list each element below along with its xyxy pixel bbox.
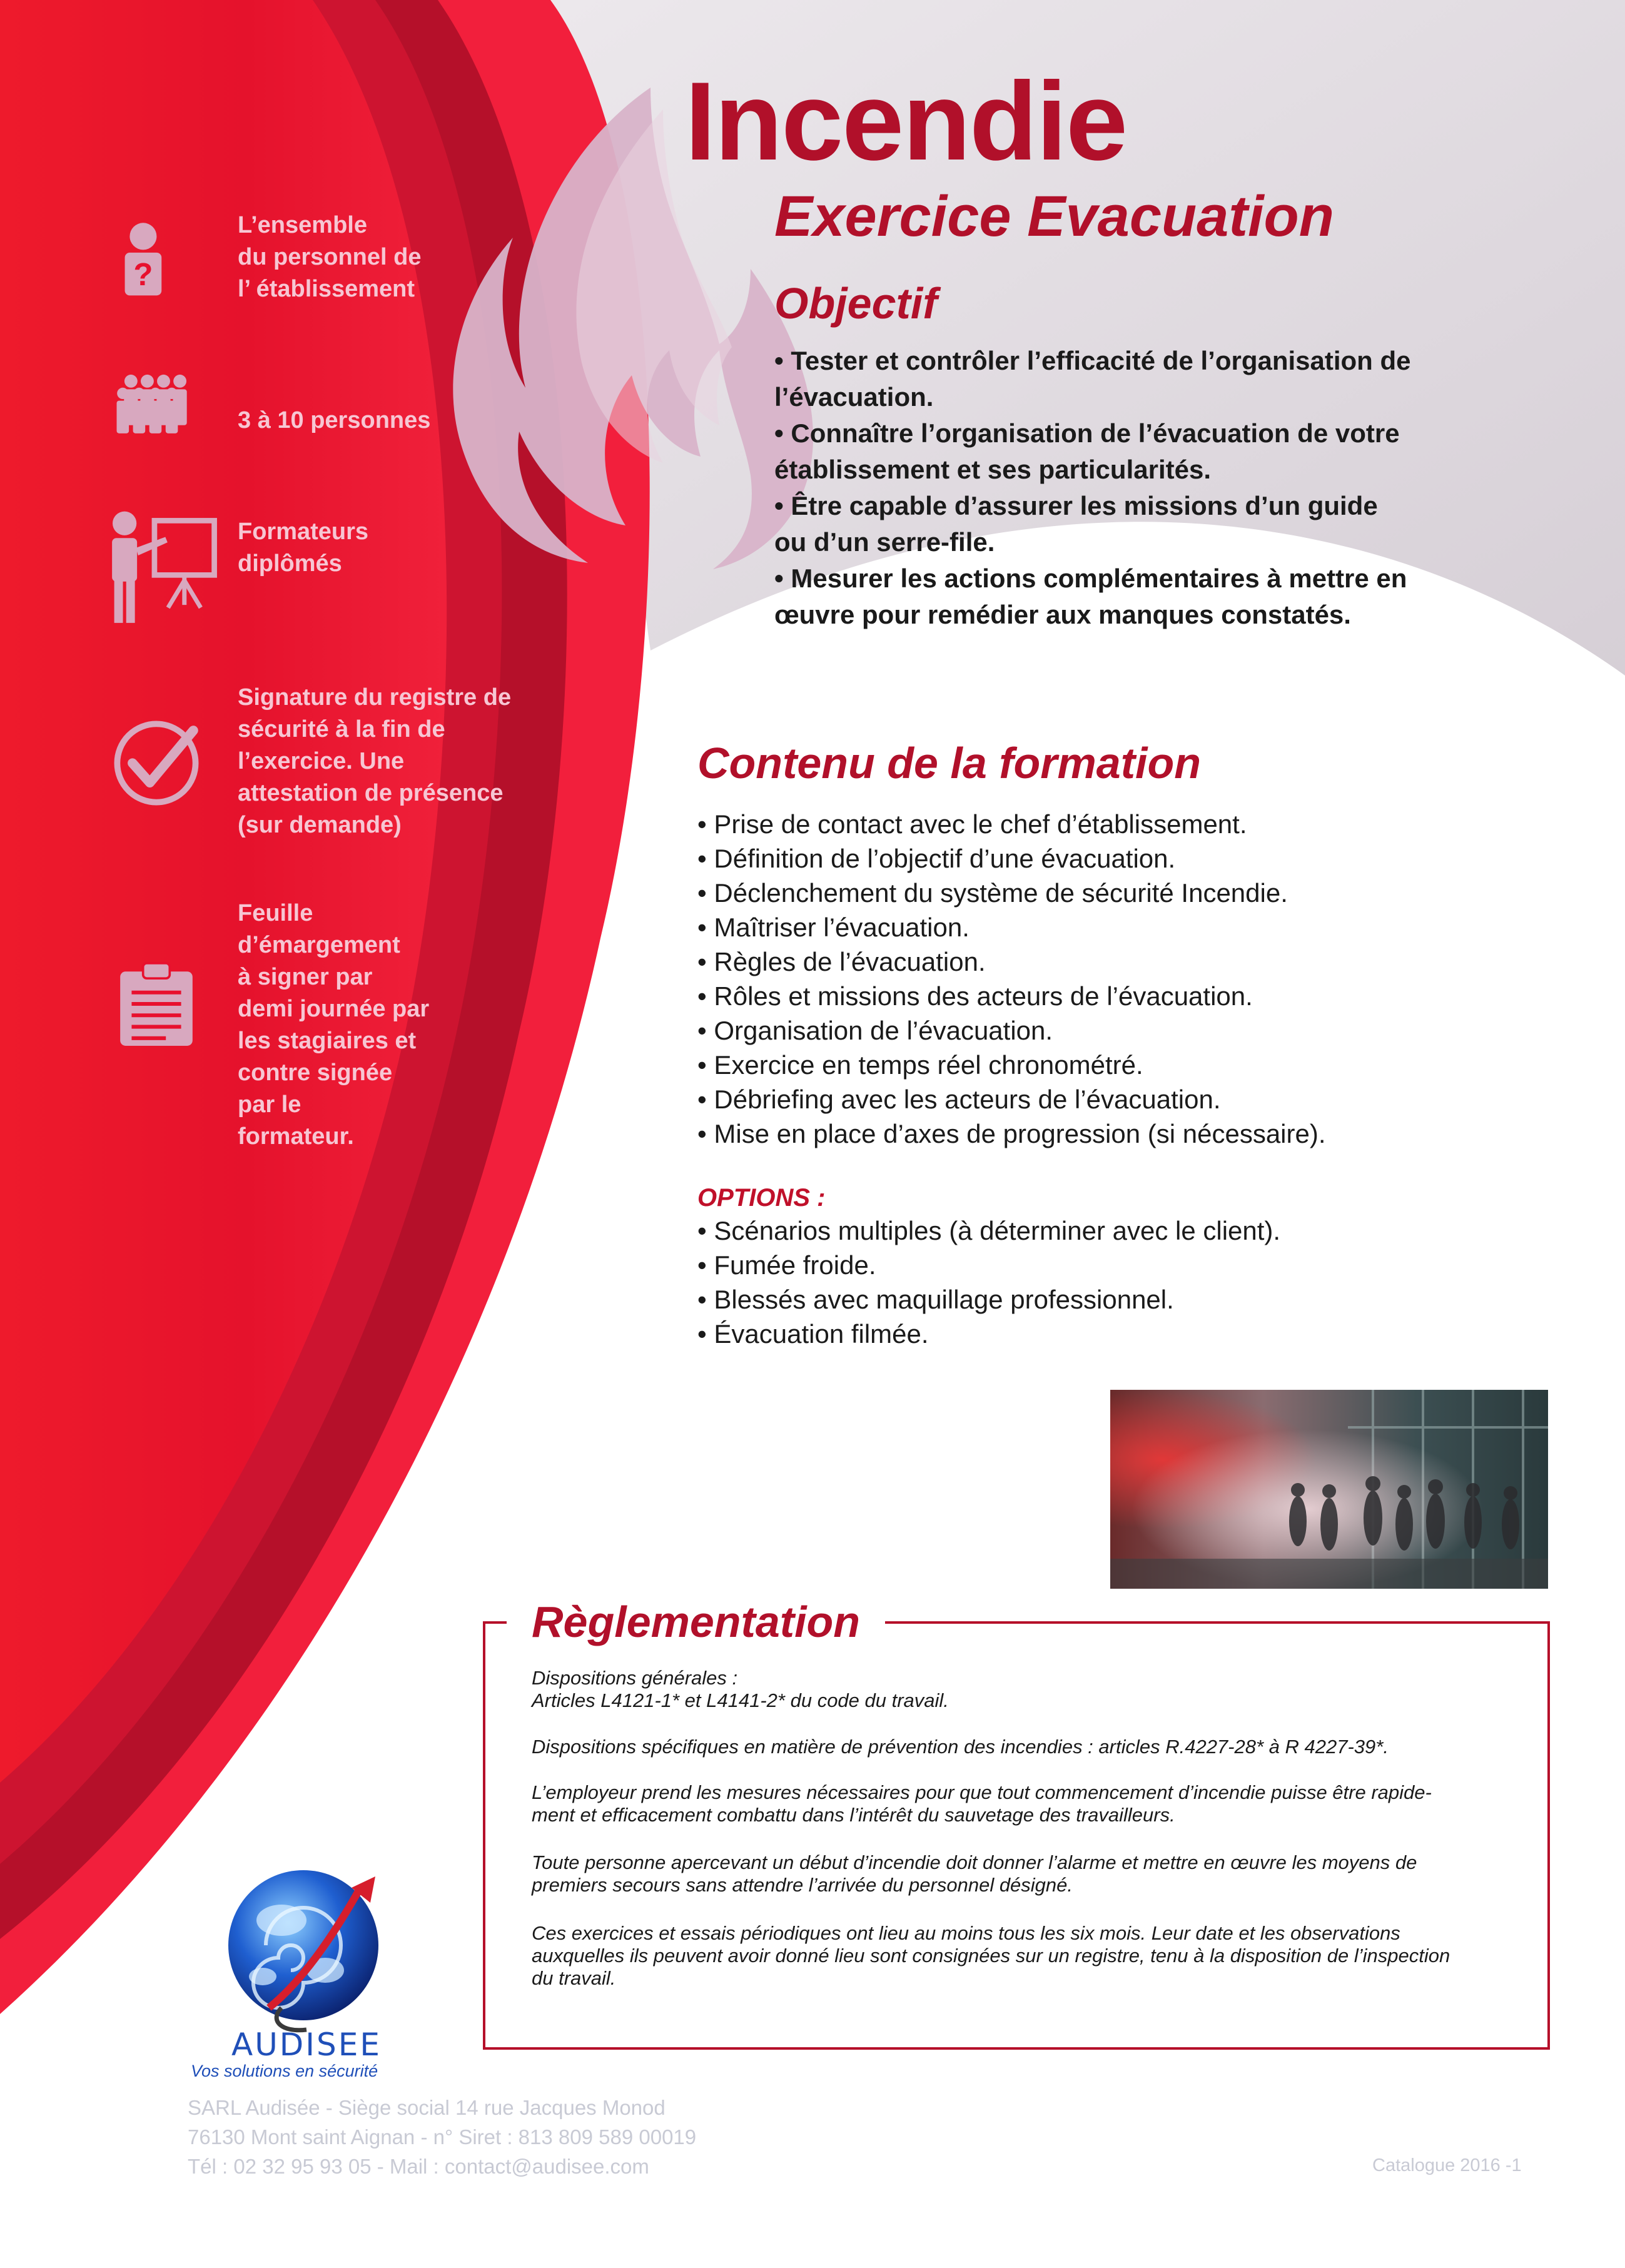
contenu-item: • Prise de contact avec le chef d’établissement. bbox=[697, 809, 1247, 839]
contenu-item: • Maîtriser l’évacuation. bbox=[697, 913, 969, 942]
contenu-item: • Organisation de l’évacuation. bbox=[697, 1016, 1053, 1045]
sidebar-item-attendance bbox=[81, 898, 532, 1160]
options-heading: OPTIONS : bbox=[697, 1184, 826, 1212]
contenu-list bbox=[697, 807, 1448, 1151]
objectif-item: • Connaître l’organisation de l’évacuation de votre établissement et ses particularités. bbox=[774, 418, 1400, 484]
sidebar-text-trainers: Formateurs diplômés bbox=[238, 519, 369, 577]
reglementation-paragraph: Dispositions générales : Articles L4121-1* et L4141-2* du code du travail. bbox=[532, 1667, 949, 1711]
options-item: • Scénarios multiples (à déterminer avec le client). bbox=[697, 1216, 1281, 1245]
person-question-icon bbox=[113, 213, 206, 325]
logo-tagline: Vos solutions en sécurité bbox=[191, 2062, 378, 2080]
sidebar-item-trainers bbox=[81, 507, 532, 638]
objectif-item: • Tester et contrôler l’efficacité de l’organisation de l’évacuation. bbox=[774, 346, 1411, 412]
footer-siret-line: 76130 Mont saint Aignan - n° Siret : 813 809 589 00019 bbox=[188, 2125, 697, 2149]
sidebar-text-audience: L’ensemble du personnel de l’ établissement bbox=[238, 212, 422, 302]
contenu-heading: Contenu de la formation bbox=[697, 739, 1201, 787]
contenu-item: • Débriefing avec les acteurs de l’évacuation. bbox=[697, 1085, 1221, 1114]
sidebar-text-signature: Signature du registre de sécurité à la fin de l’exercice. Une attestation de présence (sur demande) bbox=[238, 684, 512, 838]
svg-text:?: ? bbox=[133, 256, 153, 293]
logo-name: AUDISEE bbox=[231, 2027, 382, 2063]
page-subtitle: Exercice Evacuation bbox=[774, 185, 1334, 248]
contenu-item: • Mise en place d’axes de progression (si nécessaire). bbox=[697, 1119, 1326, 1148]
group-people-icon bbox=[103, 372, 216, 466]
contenu-item: • Exercice en temps réel chronométré. bbox=[697, 1050, 1143, 1080]
reglementation-paragraph: L’employeur prend les mesures nécessaires pour que tout commencement d’incendie puisse être rapide- ment et efficacement combattu dans l’intérêt du sauvetage des travailleurs. bbox=[532, 1781, 1432, 1826]
reglementation-paragraph: Toute personne apercevant un début d’incendie doit donner l’alarme et mettre en œuvre les moyens de premiers secours sans attendre l’arrivée du personnel désigné. bbox=[532, 1851, 1417, 1896]
objectif-heading: Objectif bbox=[774, 279, 938, 328]
options-item: • Fumée froide. bbox=[697, 1250, 876, 1280]
footer-address-line: SARL Audisée - Siège social 14 rue Jacques Monod bbox=[188, 2096, 666, 2119]
clipboard-icon bbox=[113, 948, 200, 1060]
reglementation-paragraph: Ces exercices et essais périodiques ont lieu au moins tous les six mois. Leur date et les observations auxquelles ils peuvent avoir donné lieu sont consignées sur un registre, tenu à la disposition de l’inspection du travail. bbox=[532, 1922, 1450, 1989]
options-item: • Évacuation filmée. bbox=[697, 1319, 929, 1349]
contenu-item: • Définition de l’objectif d’une évacuation. bbox=[697, 844, 1176, 873]
evacuation-photo bbox=[1110, 1390, 1548, 1589]
objectif-item: • Mesurer les actions complémentaires à mettre en œuvre pour remédier aux manques constatés. bbox=[774, 564, 1407, 629]
contenu-item: • Déclenchement du système de sécurité Incendie. bbox=[697, 878, 1288, 908]
options-item: • Blessés avec maquillage professionnel. bbox=[697, 1285, 1174, 1314]
sidebar-item-group-size bbox=[81, 372, 532, 472]
objectif-list bbox=[774, 343, 1450, 633]
sidebar-text-attendance: Feuille d’émargement à signer par demi journée par les stagiaires et contre signée par le formateur. bbox=[238, 900, 430, 1150]
sidebar-item-audience bbox=[81, 210, 532, 335]
reglementation-heading: Règlementation bbox=[507, 1594, 885, 1650]
trainer-board-icon bbox=[100, 507, 225, 638]
reglementation-paragraph: Dispositions spécifiques en matière de prévention des incendies : articles R.4227-28* à R 4227-39*. bbox=[532, 1736, 1389, 1758]
check-circle-icon bbox=[106, 713, 206, 813]
objectif-item: • Être capable d’assurer les missions d’un guide ou d’un serre-file. bbox=[774, 491, 1378, 557]
page-title: Incendie bbox=[685, 59, 1127, 183]
sidebar-item-signature bbox=[81, 682, 532, 844]
contenu-item: • Règles de l’évacuation. bbox=[697, 947, 986, 976]
sidebar-text-group-size: 3 à 10 personnes bbox=[238, 407, 431, 433]
options-list bbox=[697, 1213, 1448, 1351]
footer-contact-line: Tél : 02 32 95 93 05 - Mail : contact@audisee.com bbox=[188, 2155, 649, 2178]
contenu-item: • Rôles et missions des acteurs de l’évacuation. bbox=[697, 981, 1253, 1011]
catalogue-label: Catalogue 2016 -1 bbox=[1372, 2155, 1522, 2175]
